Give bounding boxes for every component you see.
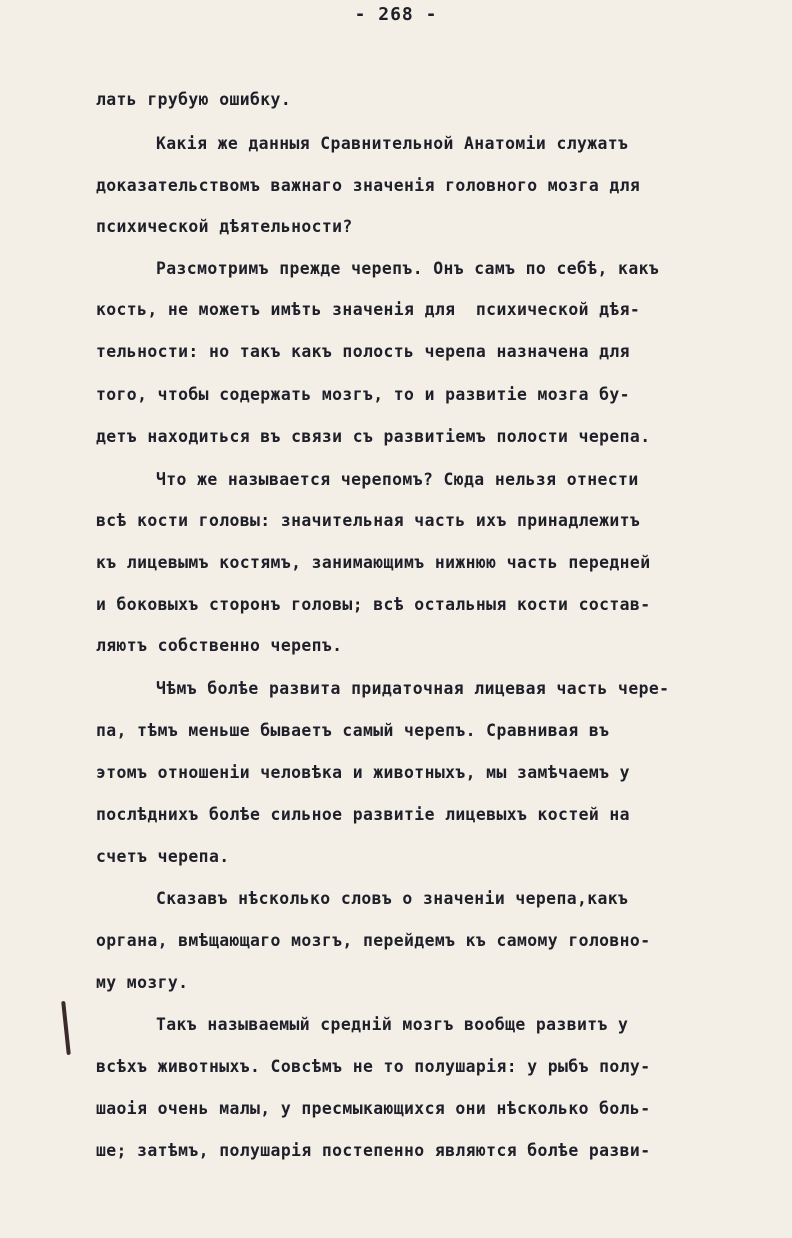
text-line: и боковыхъ сторонъ головы; всѣ остальныя кости состав- bbox=[96, 595, 651, 614]
text-line: тельности: но такъ какъ полость черепа назначена для bbox=[96, 342, 630, 361]
text-line: этомъ отношеніи человѣка и животныхъ, мы замѣчаемъ у bbox=[96, 763, 630, 782]
text-line: доказательствомъ важнаго значенія головного мозга для bbox=[96, 176, 641, 195]
page-number: - 268 - bbox=[354, 4, 438, 25]
text-line: всѣ кости головы: значительная часть ихъ принадлежитъ bbox=[96, 511, 641, 530]
text-line: Какія же данныя Сравнительной Анатоміи служатъ bbox=[156, 134, 629, 153]
text-line: Что же называется черепомъ? Сюда нельзя отнести bbox=[156, 470, 639, 489]
text-line: Сказавъ нѣсколько словъ о значеніи черепа,какъ bbox=[156, 889, 629, 908]
text-line: ше; затѣмъ, полушарія постепенно являются болѣе разви- bbox=[96, 1141, 651, 1160]
text-line: ляютъ собственно черепъ. bbox=[96, 636, 343, 655]
text-line: шаоія очень малы, у пресмыкающихся они нѣсколько боль- bbox=[96, 1099, 651, 1118]
text-line: па, тѣмъ меньше бываетъ самый черепъ. Сравнивая въ bbox=[96, 721, 610, 740]
text-line: кость, не можетъ имѣть значенія для психической дѣя- bbox=[96, 300, 641, 319]
text-line: психической дѣятельности? bbox=[96, 217, 353, 236]
text-line: Разсмотримъ прежде черепъ. Онъ самъ по себѣ, какъ bbox=[156, 259, 660, 278]
text-line: Чѣмъ болѣе развита придаточная лицевая часть чере- bbox=[156, 679, 670, 698]
text-line: Такъ называемый среднiй мозгъ вообще развитъ у bbox=[156, 1015, 629, 1034]
ink-mark bbox=[61, 1001, 71, 1055]
text-line: лать грубую ошибку. bbox=[96, 90, 292, 109]
text-line: къ лицевымъ костямъ, занимающимъ нижнюю часть передней bbox=[96, 553, 651, 572]
text-line: му мозгу. bbox=[96, 973, 189, 992]
text-line: счетъ черепа. bbox=[96, 847, 230, 866]
text-line: органа, вмѣщающаго мозгъ, перейдемъ къ самому головно- bbox=[96, 931, 651, 950]
text-line: того, чтобы содержать мозгъ, то и развитіе мозга бу- bbox=[96, 385, 630, 404]
text-line: всѣхъ животныхъ. Совсѣмъ не то полушарія: у рыбъ полу- bbox=[96, 1057, 651, 1076]
text-line: детъ находиться въ связи съ развитіемъ полости черепа. bbox=[96, 427, 651, 446]
text-line: послѣднихъ болѣе сильное развитіе лицевыхъ костей на bbox=[96, 805, 630, 824]
